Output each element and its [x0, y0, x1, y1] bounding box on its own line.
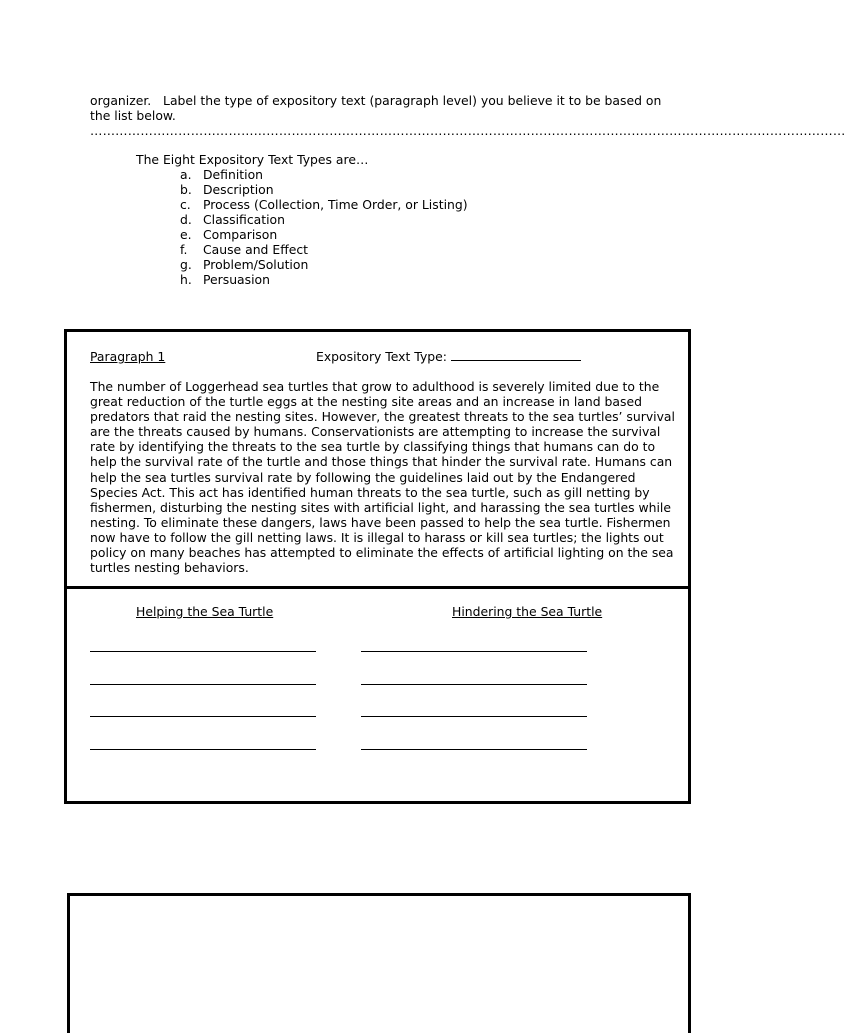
helping-answer-line[interactable] [90, 716, 316, 717]
text-type-label: Expository Text Type: [316, 349, 447, 364]
list-label: Persuasion [203, 272, 270, 287]
box-divider [67, 586, 688, 589]
types-list-title: The Eight Expository Text Types are… [136, 152, 369, 167]
expository-types-list [180, 167, 468, 287]
hindering-answer-line[interactable] [361, 749, 587, 750]
list-label: Problem/Solution [203, 257, 309, 272]
list-letter: e. [180, 227, 192, 242]
hindering-heading: Hindering the Sea Turtle [452, 604, 603, 619]
text-type-field [316, 349, 581, 364]
dotted-separator: ……………………………………………………………………………………………………………………………………………………………… [90, 123, 845, 138]
list-label: Comparison [203, 227, 278, 242]
list-item [180, 182, 468, 197]
instructions-line-1: organizer. Label the type of expository text (paragraph level) you believe it to be based on [90, 93, 662, 108]
text-type-answer-line[interactable] [451, 349, 581, 361]
helping-answer-line[interactable] [90, 684, 316, 685]
list-label: Process (Collection, Time Order, or Listing) [203, 197, 468, 212]
list-item [180, 242, 468, 257]
list-letter: h. [180, 272, 192, 287]
list-item [180, 167, 468, 182]
hindering-answer-line[interactable] [361, 716, 587, 717]
helping-answer-line[interactable] [90, 749, 316, 750]
hindering-answer-line[interactable] [361, 651, 587, 652]
list-letter: a. [180, 167, 192, 182]
helping-answer-line[interactable] [90, 651, 316, 652]
list-letter: d. [180, 212, 192, 227]
list-letter: b. [180, 182, 192, 197]
paragraph-2-box [67, 893, 691, 1033]
instructions-line-2: the list below. [90, 108, 176, 124]
list-letter: f. [180, 242, 188, 257]
list-item [180, 212, 468, 227]
list-item [180, 257, 468, 272]
list-letter: c. [180, 197, 191, 212]
helping-heading: Helping the Sea Turtle [136, 604, 274, 619]
list-letter: g. [180, 257, 192, 272]
paragraph-1-label: Paragraph 1 [90, 349, 166, 364]
list-item [180, 197, 468, 212]
list-label: Cause and Effect [203, 242, 309, 257]
list-label: Definition [203, 167, 263, 182]
list-item [180, 227, 468, 242]
paragraph-1-text: The number of Loggerhead sea turtles that grow to adulthood is severely limited due to the great reduction of the turtle eggs at the nesting site areas and an increase in land based predators that raid the nesting sites. However, the greatest threats to the sea turtles’ survival are the threats caused by humans. Conservationists are attempting to increase the survival rate by identifying the threats to the sea turtle by classifying things that humans can do to help the survival rate of the turtle and those things that hinder the survival rate. Humans can help the sea turtles survival rate by following the guidelines laid out by the Endangered Species Act. This act has identified human threats to the sea turtle, such as gill netting by fishermen, disturbing the nesting sites with artificial light, and harassing the sea turtles while nesting. To eliminate these dangers, laws have been passed to help the sea turtle. Fishermen now have to follow the gill netting laws. It is illegal to harass or kill sea turtles; the lights out policy on many beaches has attempted to eliminate the effects of artificial lighting on the sea turtles nesting behaviors. [90, 379, 675, 576]
list-item [180, 272, 468, 287]
list-label: Description [203, 182, 274, 197]
instructions-text [90, 93, 690, 123]
hindering-answer-line[interactable] [361, 684, 587, 685]
list-label: Classification [203, 212, 285, 227]
